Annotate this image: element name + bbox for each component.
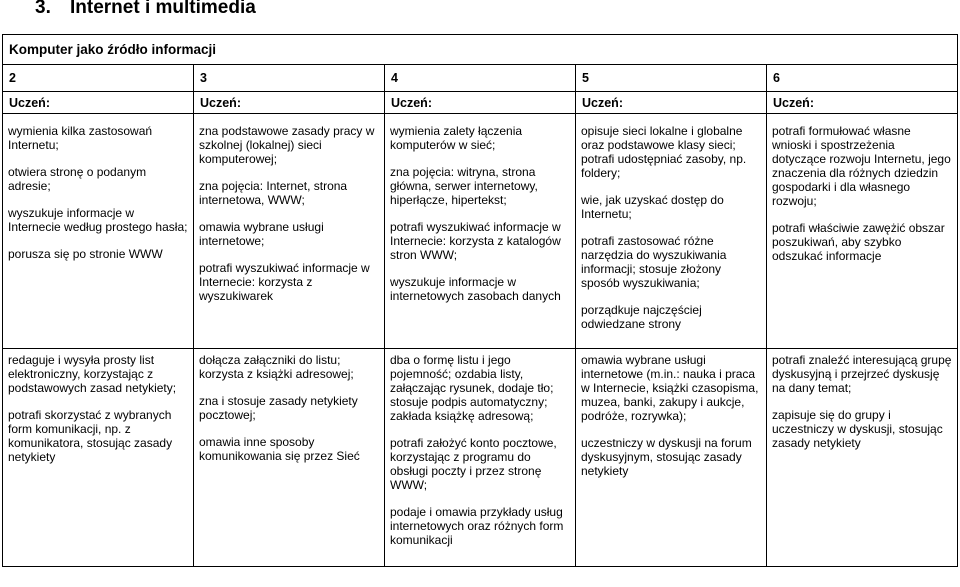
- requirement-cell: [576, 349, 767, 567]
- requirement-text: potrafi wyszukiwać informacje w Internecie: korzysta z wyszukiwarek: [199, 261, 370, 303]
- level-header: 5: [576, 65, 767, 92]
- student-label: Uczeń:: [194, 92, 385, 114]
- level-header: 4: [385, 65, 576, 92]
- requirements-table: [2, 34, 958, 567]
- requirement-text: uczestniczy w dyskusji na forum dyskusyjnym, stosując zasady netykiety: [581, 436, 752, 478]
- requirement-text: zapisuje się do grupy i uczestniczy w dyskusji, stosując zasady netykiety: [772, 408, 943, 450]
- requirement-text: porządkuje najczęściej odwiedzane strony: [581, 303, 702, 331]
- requirement-cell: [385, 114, 576, 349]
- requirement-text: redaguje i wysyła prosty list elektroniczny, korzystając z podstawowych zasad netykiety;: [8, 353, 177, 395]
- requirement-cell: [3, 114, 194, 349]
- requirement-text: potrafi wyszukiwać informacje w Internecie: korzysta z katalogów stron WWW;: [390, 220, 561, 262]
- requirement-text: potrafi zastosować różne narzędzia do wyszukiwania informacji; stosuje złożony sposób wyszukiwania;: [581, 234, 727, 290]
- requirement-text: omawia inne sposoby komunikowania się przez Sieć: [199, 435, 360, 463]
- requirement-text: zna i stosuje zasady netykiety pocztowej;: [199, 394, 358, 422]
- requirement-text: potrafi skorzystać z wybranych form komunikacji, np. z komunikatora, stosując zasady netykiety: [8, 408, 173, 464]
- requirement-text: dba o formę listu i jego pojemność; ozdabia listy, załączając rysunek, dodaje tło; stosuje podpis automatyczny; zakłada książkę adresową;: [390, 353, 554, 423]
- requirement-cell: [576, 114, 767, 349]
- requirement-text: wyszukuje informacje w Internecie według prostego hasła;: [8, 206, 188, 234]
- requirement-text: otwiera stronę o podanym adresie;: [8, 165, 147, 193]
- requirement-text: omawia wybrane usługi internetowe (m.in.: nauka i praca w Internecie, książki czasopisma, muzea, banki, zakupy i aukcje, podróże, rozrywka);: [581, 353, 759, 423]
- requirement-text: omawia wybrane usługi internetowe;: [199, 220, 324, 248]
- requirement-text: dołącza załączniki do listu; korzysta z książki adresowej;: [199, 353, 354, 381]
- requirement-text: zna podstawowe zasady pracy w szkolnej (lokalnej) sieci komputerowej;: [199, 124, 375, 166]
- requirement-text: wie, jak uzyskać dostęp do Internetu;: [581, 193, 724, 221]
- requirement-text: potrafi założyć konto pocztowe, korzystając z programu do obsługi poczty i przez stronę WWW;: [390, 436, 557, 492]
- level-header: 6: [767, 65, 958, 92]
- requirement-text: potrafi właściwie zawężić obszar poszukiwań, aby szybko odszukać informacje: [772, 221, 945, 263]
- level-header: 2: [3, 65, 194, 92]
- requirement-cell: [767, 114, 958, 349]
- requirement-text: wyszukuje informacje w internetowych zasobach danych: [390, 275, 561, 303]
- requirement-cell: [3, 349, 194, 567]
- requirement-text: zna pojęcia: Internet, strona internetowa, WWW;: [199, 179, 348, 207]
- requirement-text: potrafi znaleźć interesującą grupę dyskusyjną i przejrzeć dyskusję na dany temat;: [772, 353, 952, 395]
- chapter-number: 3.: [35, 0, 51, 18]
- student-label: Uczeń:: [767, 92, 958, 114]
- student-label: Uczeń:: [3, 92, 194, 114]
- requirement-cell: [385, 349, 576, 567]
- level-header: 3: [194, 65, 385, 92]
- requirement-text: potrafi formułować własne wnioski i spostrzeżenia dotyczące rozwoju Internetu, jego znaczenia dla różnych dziedzin gospodarki i dla własnego rozwoju;: [772, 124, 951, 208]
- requirement-text: wymienia zalety łączenia komputerów w sieć;: [390, 124, 523, 152]
- requirement-cell: [767, 349, 958, 567]
- requirement-text: opisuje sieci lokalne i globalne oraz podstawowe klasy sieci; potrafi udostępniać zasoby, np. foldery;: [581, 124, 747, 180]
- section-title: Komputer jako źródło informacji: [3, 35, 958, 65]
- student-label: Uczeń:: [385, 92, 576, 114]
- student-label: Uczeń:: [576, 92, 767, 114]
- requirement-text: porusza się po stronie WWW: [8, 247, 163, 261]
- requirement-cell: [194, 349, 385, 567]
- requirement-text: zna pojęcia: witryna, strona główna, serwer internetowy, hiperłącze, hipertekst;: [390, 165, 538, 207]
- chapter-title: Internet i multimedia: [70, 0, 256, 18]
- requirement-cell: [194, 114, 385, 349]
- requirement-text: podaje i omawia przykłady usług internetowych oraz różnych form komunikacji: [390, 505, 564, 547]
- requirement-text: wymienia kilka zastosowań Internetu;: [8, 124, 153, 152]
